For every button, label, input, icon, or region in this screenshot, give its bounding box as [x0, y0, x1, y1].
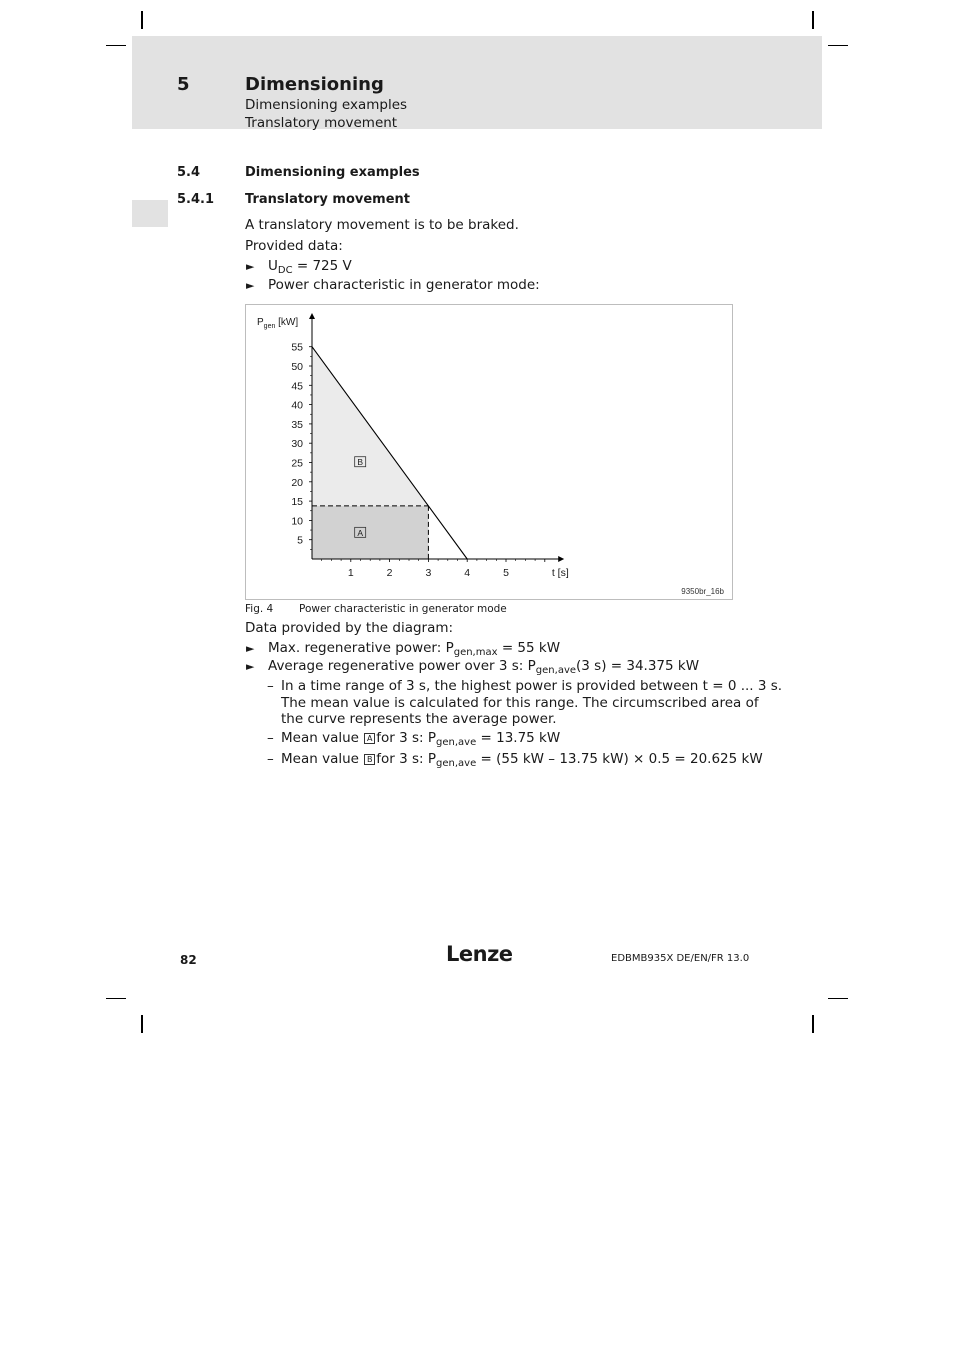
max-power-value: = 55 kW: [497, 640, 561, 656]
crop-mark: [106, 45, 126, 46]
mean-b-subscript: gen,ave: [436, 758, 477, 769]
time-range-note-2: The mean value is calculated for this range. The circumscribed area of: [281, 695, 759, 711]
mean-a-label: Mean value: [281, 730, 364, 746]
document-id: EDBMB935X DE/EN/FR 13.0: [611, 953, 750, 964]
intro-line: A translatory movement is to be braked.: [245, 217, 519, 233]
mean-value-a: [281, 730, 560, 746]
x-tick-label: 2: [386, 567, 393, 579]
x-tick-label: 1: [347, 567, 354, 579]
bullet-power-characteristic: Power characteristic in generator mode:: [268, 277, 540, 293]
crop-mark: [828, 998, 848, 999]
crop-mark: [141, 1015, 143, 1033]
y-tick-label: 40: [291, 399, 303, 412]
y-label-sub: gen: [263, 323, 276, 330]
crop-mark: [812, 11, 814, 29]
mean-b-value: = (55 kW – 13.75 kW) × 0.5 = 20.625 kW: [476, 751, 763, 767]
dash-icon: –: [267, 751, 274, 767]
y-tick-label: 55: [291, 341, 303, 354]
y-label-unit: [kW]: [275, 317, 299, 328]
x-tick-label: 4: [464, 567, 471, 579]
provided-data-label: Provided data:: [245, 238, 343, 254]
time-range-note-1: In a time range of 3 s, the highest power is provided between t = 0 ... 3 s.: [281, 678, 783, 694]
bullet-average-power: [268, 658, 699, 674]
lenze-logo: Lenze: [446, 942, 513, 966]
chapter-title: Dimensioning: [245, 74, 384, 95]
subsection-title: Translatory movement: [245, 192, 411, 207]
x-tick-label: 5: [503, 567, 509, 579]
max-power-label: Max. regenerative power: P: [268, 640, 454, 656]
y-tick-label: 10: [291, 515, 303, 528]
region-a-area: [312, 506, 428, 559]
avg-power-value: (3 s) = 34.375 kW: [576, 658, 700, 674]
mean-a-mid: for 3 s: P: [376, 730, 436, 746]
region-a-box: A: [364, 733, 375, 744]
figure-label: Fig. 4: [245, 603, 274, 615]
figure-caption: Power characteristic in generator mode: [299, 603, 507, 615]
header-subtitle-2: Translatory movement: [245, 115, 398, 131]
mean-a-value: = 13.75 kW: [476, 730, 561, 746]
udc-symbol: U: [268, 258, 278, 274]
bullet-max-power: [268, 640, 560, 656]
crop-mark: [141, 11, 143, 29]
avg-power-label: Average regenerative power over 3 s: P: [268, 658, 536, 674]
region-a-label: A: [357, 527, 364, 538]
page-number: 82: [180, 953, 197, 967]
crop-mark: [812, 1015, 814, 1033]
bullet-arrow-icon: ►: [246, 260, 255, 273]
mean-a-subscript: gen,ave: [436, 737, 477, 748]
x-axis-label: t [s]: [551, 567, 569, 579]
section-title: Dimensioning examples: [245, 165, 420, 180]
bullet-arrow-icon: ►: [246, 660, 255, 673]
header-subtitle-1: Dimensioning examples: [245, 97, 408, 113]
diagram-data-intro: Data provided by the diagram:: [245, 620, 454, 636]
dash-icon: –: [267, 678, 274, 694]
y-tick-label: 45: [291, 380, 303, 393]
udc-value: = 725 V: [292, 258, 352, 274]
power-chart: [246, 305, 732, 599]
y-tick-label: 35: [291, 418, 303, 431]
region-b-box: B: [364, 754, 375, 765]
crop-mark: [828, 45, 848, 46]
header-band: [132, 36, 822, 129]
y-label-main: P: [257, 317, 264, 328]
udc-subscript: DC: [277, 265, 293, 276]
x-tick-label: 3: [425, 567, 432, 579]
figure-frame: [245, 304, 733, 600]
dash-icon: –: [267, 730, 274, 746]
side-tab-marker: [132, 200, 168, 227]
y-tick-label: 20: [291, 476, 303, 489]
chapter-number: 5: [177, 74, 190, 95]
bullet-arrow-icon: ►: [246, 642, 255, 655]
avg-power-subscript: gen,ave: [535, 665, 577, 676]
crop-mark: [106, 998, 126, 999]
section-number: 5.4: [177, 165, 201, 180]
y-tick-label: 5: [297, 534, 303, 547]
max-power-subscript: gen,max: [453, 647, 498, 658]
mean-value-b: [281, 751, 763, 767]
bullet-arrow-icon: ►: [246, 279, 255, 292]
y-tick-label: 30: [291, 438, 303, 451]
subsection-number: 5.4.1: [177, 192, 215, 207]
x-axis-arrow: [558, 556, 564, 562]
region-b-label: B: [357, 457, 364, 468]
time-range-note-3: the curve represents the average power.: [281, 711, 557, 727]
figure-code: 9350br_16b: [681, 587, 724, 596]
mean-b-mid: for 3 s: P: [376, 751, 436, 767]
y-axis-arrow: [309, 313, 315, 319]
y-tick-label: 25: [291, 457, 303, 470]
bullet-udc: [268, 258, 352, 274]
mean-b-label: Mean value: [281, 751, 364, 767]
y-axis-label: [257, 317, 298, 330]
y-tick-label: 50: [291, 361, 303, 373]
y-tick-label: 15: [291, 496, 303, 509]
